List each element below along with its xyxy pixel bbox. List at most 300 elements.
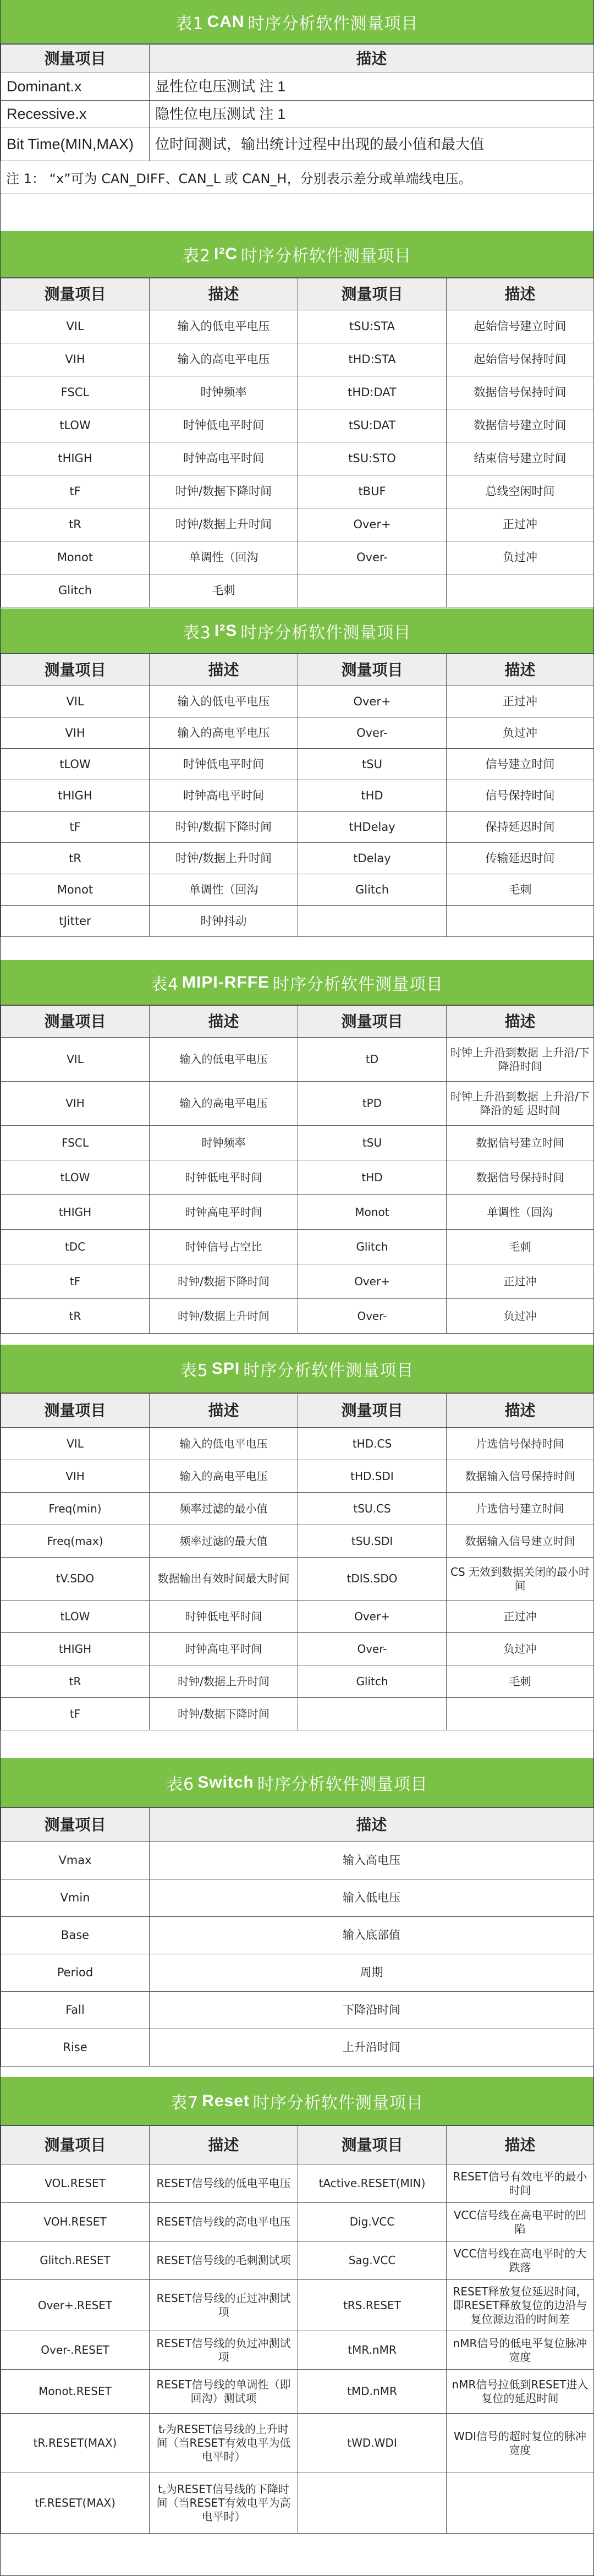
title-suffix: 时序分析软件测量项目 bbox=[248, 14, 419, 34]
description-cell: 数据信号建立时间 bbox=[447, 1126, 594, 1160]
table-row bbox=[1, 1525, 594, 1558]
item-cell: tF bbox=[1, 1698, 150, 1730]
header-item: 测量项目 bbox=[1, 1394, 150, 1428]
t4-title bbox=[1, 960, 593, 1005]
empty-cell bbox=[447, 906, 594, 937]
item-cell: tDIS.SDO bbox=[298, 1558, 447, 1601]
table-row bbox=[1, 475, 594, 508]
description-cell: 时钟高电平时间 bbox=[150, 1195, 298, 1230]
item-cell: Glitch.RESET bbox=[1, 2241, 150, 2280]
title-protocol: Reset bbox=[202, 2091, 250, 2110]
item-cell: Monot bbox=[1, 541, 150, 574]
header-item: 测量项目 bbox=[298, 654, 447, 686]
table-row bbox=[1, 1917, 594, 1954]
table-row bbox=[1, 2414, 594, 2473]
description-cell: 隐性位电压测试 注 1 bbox=[150, 101, 594, 128]
description-cell: 数据信号保持时间 bbox=[447, 1160, 594, 1195]
table-row bbox=[1, 101, 594, 128]
t3-title bbox=[1, 609, 593, 654]
description-cell: 时钟低电平时间 bbox=[150, 749, 298, 780]
item-cell: Over+.RESET bbox=[1, 2280, 150, 2331]
header-item: 测量项目 bbox=[298, 2126, 447, 2164]
item-cell: Fall bbox=[1, 1992, 150, 2029]
header-item: 测量项目 bbox=[298, 278, 447, 310]
item-cell: Over- bbox=[298, 541, 447, 574]
item-cell: tDC bbox=[1, 1230, 150, 1264]
item-cell: tHDelay bbox=[298, 812, 447, 843]
item-cell: tR bbox=[1, 508, 150, 541]
description-cell: 输入的低电平电压 bbox=[150, 1038, 298, 1082]
item-cell: tSU:DAT bbox=[298, 409, 447, 442]
item-cell: tSU:STO bbox=[298, 442, 447, 475]
t6-table bbox=[1, 1807, 594, 2067]
description-cell: 起始信号建立时间 bbox=[447, 310, 594, 343]
description-cell: RESET信号线的负过冲测试项 bbox=[150, 2331, 298, 2370]
title-suffix: 时序分析软件测量项目 bbox=[257, 1774, 428, 1794]
header-description: 描述 bbox=[150, 1808, 594, 1842]
t3-table bbox=[1, 654, 594, 937]
item-cell: tMD.nMR bbox=[298, 2370, 447, 2414]
item-cell: VIL bbox=[1, 686, 150, 717]
description-cell: 信号建立时间 bbox=[447, 749, 594, 780]
table-row bbox=[1, 442, 594, 475]
description-cell: 时钟/数据上升时间 bbox=[150, 508, 298, 541]
table-row bbox=[1, 2280, 594, 2331]
description-cell: 输入高电压 bbox=[150, 1842, 594, 1879]
table-row bbox=[1, 73, 594, 101]
description-cell: 单调性（回沟 bbox=[150, 541, 298, 574]
item-cell: tHIGH bbox=[1, 1195, 150, 1230]
description-cell: 负过冲 bbox=[447, 1633, 594, 1665]
header-description: 描述 bbox=[150, 278, 298, 310]
t7-title bbox=[1, 2077, 593, 2125]
description-cell: 时钟上升沿到数据 上升沿/下降沿时间 bbox=[447, 1038, 594, 1082]
empty-cell bbox=[298, 2473, 447, 2534]
table-row bbox=[1, 1038, 594, 1082]
item-cell: tR bbox=[1, 1299, 150, 1334]
title-protocol: I²C bbox=[214, 245, 238, 263]
table-row bbox=[1, 1428, 594, 1460]
item-cell: tD bbox=[298, 1038, 447, 1082]
item-cell: tDelay bbox=[298, 843, 447, 874]
table-row bbox=[1, 2370, 594, 2414]
item-cell: Dig.VCC bbox=[298, 2203, 447, 2241]
description-cell: 时钟抖动 bbox=[150, 906, 298, 937]
table-row bbox=[1, 128, 594, 161]
description-cell: VCC信号线在高电平时的凹陷 bbox=[447, 2203, 594, 2241]
title-prefix: 表3 bbox=[183, 623, 211, 643]
description-cell: RESET信号线的毛刺测试项 bbox=[150, 2241, 298, 2280]
item-cell: FSCL bbox=[1, 1126, 150, 1160]
item-cell: tPD bbox=[298, 1082, 447, 1126]
description-cell: 正过冲 bbox=[447, 1601, 594, 1633]
item-cell: tActive.RESET(MIN) bbox=[298, 2164, 447, 2203]
description-cell: 毛刺 bbox=[447, 874, 594, 906]
item-cell: tWD.WDI bbox=[298, 2414, 447, 2473]
item-cell: Dominant.x bbox=[1, 73, 150, 101]
description-cell: 时钟频率 bbox=[150, 1126, 298, 1160]
item-cell: tF.RESET(MAX) bbox=[1, 2473, 150, 2534]
table-row bbox=[1, 574, 594, 607]
description-cell: 毛刺 bbox=[447, 1230, 594, 1264]
t1-title bbox=[1, 0, 593, 44]
description-cell: tᵣ为RESET信号线的上升时间（当RESET有效电平为低电平时） bbox=[150, 2414, 298, 2473]
title-suffix: 时序分析软件测量项目 bbox=[273, 974, 444, 994]
item-cell: tLOW bbox=[1, 749, 150, 780]
item-cell: Monot bbox=[298, 1195, 447, 1230]
header-item: 测量项目 bbox=[1, 1006, 150, 1038]
description-cell: 时钟上升沿到数据 上升沿/下降沿的延 迟时间 bbox=[447, 1082, 594, 1126]
item-cell: Glitch bbox=[298, 874, 447, 906]
header-description: 描述 bbox=[150, 1006, 298, 1038]
item-cell: tF bbox=[1, 1264, 150, 1299]
table-row bbox=[1, 1082, 594, 1126]
table-row bbox=[1, 1665, 594, 1698]
item-cell: Vmin bbox=[1, 1879, 150, 1917]
t4-section bbox=[1, 960, 593, 1334]
description-cell: 正过冲 bbox=[447, 686, 594, 717]
title-prefix: 表4 bbox=[150, 974, 179, 994]
table-header-row bbox=[1, 2126, 594, 2164]
t2-title bbox=[1, 231, 593, 278]
item-cell: Bit Time(MIN,MAX) bbox=[1, 128, 150, 161]
description-cell: RESET信号线的高电平电压 bbox=[150, 2203, 298, 2241]
description-cell: 时钟高电平时间 bbox=[150, 442, 298, 475]
t5-section bbox=[1, 1345, 593, 1730]
table-row bbox=[1, 508, 594, 541]
table-row bbox=[1, 310, 594, 343]
header-item: 测量项目 bbox=[1, 278, 150, 310]
table-row bbox=[1, 1264, 594, 1299]
description-cell: 输入的低电平电压 bbox=[150, 686, 298, 717]
t7-section bbox=[1, 2077, 593, 2534]
description-cell: 输入的高电平电压 bbox=[150, 343, 298, 376]
header-item: 测量项目 bbox=[298, 1394, 447, 1428]
table-row bbox=[1, 541, 594, 574]
item-cell: Over- bbox=[298, 1299, 447, 1334]
description-cell: t꜀为RESET信号线的下降时间（当RESET有效电平为高电平时） bbox=[150, 2473, 298, 2534]
item-cell: Over+ bbox=[298, 1601, 447, 1633]
empty-cell bbox=[298, 906, 447, 937]
table-row bbox=[1, 1633, 594, 1665]
item-cell: Recessive.x bbox=[1, 101, 150, 128]
item-cell: VIL bbox=[1, 310, 150, 343]
description-cell: 正过冲 bbox=[447, 1264, 594, 1299]
description-cell: 输入底部值 bbox=[150, 1917, 594, 1954]
table-row bbox=[1, 1160, 594, 1195]
item-cell: Rise bbox=[1, 2029, 150, 2067]
description-cell: 周期 bbox=[150, 1954, 594, 1992]
item-cell: tHIGH bbox=[1, 780, 150, 812]
table-row bbox=[1, 1230, 594, 1264]
description-cell: 位时间测试，输出统计过程中出现的最小值和最大值 bbox=[150, 128, 594, 161]
description-cell: CS 无效到数据关闭的最小时间 bbox=[447, 1558, 594, 1601]
description-cell: 时钟高电平时间 bbox=[150, 1633, 298, 1665]
description-cell: 时钟/数据下降时间 bbox=[150, 1698, 298, 1730]
header-item: 测量项目 bbox=[298, 1006, 447, 1038]
table-row bbox=[1, 1460, 594, 1493]
description-cell: 总线空闲时间 bbox=[447, 475, 594, 508]
item-cell: Freq(min) bbox=[1, 1493, 150, 1525]
description-cell: 片选信号保持时间 bbox=[447, 1428, 594, 1460]
item-cell: VIH bbox=[1, 717, 150, 749]
description-cell: 时钟低电平时间 bbox=[150, 1601, 298, 1633]
t4-table bbox=[1, 1005, 594, 1334]
item-cell: Over+ bbox=[298, 686, 447, 717]
item-cell: Over+ bbox=[298, 508, 447, 541]
item-cell: Monot bbox=[1, 874, 150, 906]
item-cell: tR bbox=[1, 1665, 150, 1698]
item-cell: Monot.RESET bbox=[1, 2370, 150, 2414]
table-row bbox=[1, 2029, 594, 2067]
item-cell: tHD.CS bbox=[298, 1428, 447, 1460]
title-suffix: 时序分析软件测量项目 bbox=[240, 623, 411, 643]
description-cell: WDI信号的超时复位的脉冲宽度 bbox=[447, 2414, 594, 2473]
table-header-row bbox=[1, 1808, 594, 1842]
table-header-row bbox=[1, 1394, 594, 1428]
item-cell: tV.SDO bbox=[1, 1558, 150, 1601]
title-suffix: 时序分析软件测量项目 bbox=[252, 2093, 424, 2113]
description-cell: RESET信号线的低电平电压 bbox=[150, 2164, 298, 2203]
table-row bbox=[1, 1601, 594, 1633]
description-cell: 上升沿时间 bbox=[150, 2029, 594, 2067]
description-cell: 数据输入信号建立时间 bbox=[447, 1525, 594, 1558]
table-header-row bbox=[1, 654, 594, 686]
item-cell: VIH bbox=[1, 1082, 150, 1126]
description-cell: 起始信号保持时间 bbox=[447, 343, 594, 376]
item-cell: tLOW bbox=[1, 1601, 150, 1633]
description-cell: 输入的高电平电压 bbox=[150, 1082, 298, 1126]
description-cell: 输入的低电平电压 bbox=[150, 310, 298, 343]
header-description: 描述 bbox=[150, 2126, 298, 2164]
description-cell: 频率过滤的最大值 bbox=[150, 1525, 298, 1558]
description-cell: 传输延迟时间 bbox=[447, 843, 594, 874]
header-item: 测量项目 bbox=[1, 1808, 150, 1842]
item-cell: Base bbox=[1, 1917, 150, 1954]
item-cell: tHD bbox=[298, 780, 447, 812]
description-cell: 信号保持时间 bbox=[447, 780, 594, 812]
item-cell: Sag.VCC bbox=[298, 2241, 447, 2280]
item-cell: tSU.SDI bbox=[298, 1525, 447, 1558]
description-cell: 毛刺 bbox=[150, 574, 298, 607]
empty-cell bbox=[447, 1698, 594, 1730]
item-cell: tF bbox=[1, 812, 150, 843]
table-row bbox=[1, 1126, 594, 1160]
item-cell: Vmax bbox=[1, 1842, 150, 1879]
item-cell: Over- bbox=[298, 717, 447, 749]
item-cell: Glitch bbox=[298, 1230, 447, 1264]
item-cell: Glitch bbox=[1, 574, 150, 607]
t5-table bbox=[1, 1393, 594, 1730]
description-cell: 时钟/数据下降时间 bbox=[150, 475, 298, 508]
header-description: 描述 bbox=[447, 278, 594, 310]
item-cell: tHD bbox=[298, 1160, 447, 1195]
description-cell: 时钟频率 bbox=[150, 376, 298, 409]
t5-title bbox=[1, 1345, 593, 1393]
item-cell: VIH bbox=[1, 1460, 150, 1493]
description-cell: 负过冲 bbox=[447, 541, 594, 574]
item-cell: VOH.RESET bbox=[1, 2203, 150, 2241]
table-note: 注 1： “x”可为 CAN_DIFF、CAN_L 或 CAN_H，分别表示差分或单端线电压。 bbox=[1, 161, 593, 194]
item-cell: tHD.SDI bbox=[298, 1460, 447, 1493]
t2-table bbox=[1, 278, 594, 607]
description-cell: nMR信号的低电平复位脉冲宽度 bbox=[447, 2331, 594, 2370]
header-description: 描述 bbox=[150, 45, 594, 73]
table-row bbox=[1, 2203, 594, 2241]
header-description: 描述 bbox=[447, 2126, 594, 2164]
title-protocol: SPI bbox=[211, 1359, 240, 1378]
description-cell: 时钟/数据下降时间 bbox=[150, 812, 298, 843]
table-row bbox=[1, 2241, 594, 2280]
header-description: 描述 bbox=[447, 1394, 594, 1428]
t2-section bbox=[1, 231, 593, 607]
item-cell: tR bbox=[1, 843, 150, 874]
item-cell: tSU.CS bbox=[298, 1493, 447, 1525]
item-cell: tLOW bbox=[1, 409, 150, 442]
t1-section bbox=[1, 0, 593, 194]
t1-table bbox=[1, 44, 594, 161]
item-cell: tSU bbox=[298, 749, 447, 780]
table-row bbox=[1, 906, 594, 937]
table-row bbox=[1, 2473, 594, 2534]
description-cell: 片选信号建立时间 bbox=[447, 1493, 594, 1525]
description-cell: 结束信号建立时间 bbox=[447, 442, 594, 475]
header-description: 描述 bbox=[150, 654, 298, 686]
description-cell: 时钟低电平时间 bbox=[150, 1160, 298, 1195]
table-header-row bbox=[1, 1006, 594, 1038]
item-cell: Over-.RESET bbox=[1, 2331, 150, 2370]
description-cell: 时钟/数据上升时间 bbox=[150, 1299, 298, 1334]
description-cell: RESET信号线的单调性（即回沟）测试项 bbox=[150, 2370, 298, 2414]
title-protocol: MIPI-RFFE bbox=[182, 973, 270, 991]
table-row bbox=[1, 1879, 594, 1917]
description-cell: 单调性（回沟 bbox=[447, 1195, 594, 1230]
description-cell: 单调性（回沟 bbox=[150, 874, 298, 906]
table-row bbox=[1, 874, 594, 906]
item-cell: Over+ bbox=[298, 1264, 447, 1299]
item-cell: tHD:DAT bbox=[298, 376, 447, 409]
item-cell: VOL.RESET bbox=[1, 2164, 150, 2203]
description-cell: 数据信号保持时间 bbox=[447, 376, 594, 409]
title-suffix: 时序分析软件测量项目 bbox=[241, 246, 412, 266]
table-row bbox=[1, 812, 594, 843]
table-row bbox=[1, 409, 594, 442]
description-cell: 保持延迟时间 bbox=[447, 812, 594, 843]
description-cell: 负过冲 bbox=[447, 1299, 594, 1334]
title-suffix: 时序分析软件测量项目 bbox=[243, 1361, 414, 1380]
title-prefix: 表7 bbox=[170, 2093, 199, 2113]
table-row bbox=[1, 686, 594, 717]
empty-cell bbox=[298, 1698, 447, 1730]
item-cell: tLOW bbox=[1, 1160, 150, 1195]
table-row bbox=[1, 1558, 594, 1601]
title-protocol: CAN bbox=[207, 12, 245, 31]
item-cell: Glitch bbox=[298, 1665, 447, 1698]
description-cell: 输入低电压 bbox=[150, 1879, 594, 1917]
item-cell: Period bbox=[1, 1954, 150, 1992]
description-cell: VCC信号线在高电平时的大跌落 bbox=[447, 2241, 594, 2280]
header-item: 测量项目 bbox=[1, 45, 150, 73]
description-cell: 时钟高电平时间 bbox=[150, 780, 298, 812]
item-cell: FSCL bbox=[1, 376, 150, 409]
title-prefix: 表2 bbox=[182, 246, 211, 266]
item-cell: tHIGH bbox=[1, 442, 150, 475]
table-row bbox=[1, 717, 594, 749]
description-cell: 频率过滤的最小值 bbox=[150, 1493, 298, 1525]
description-cell: 时钟/数据上升时间 bbox=[150, 843, 298, 874]
table-row bbox=[1, 1992, 594, 2029]
item-cell: tBUF bbox=[298, 475, 447, 508]
item-cell: tJitter bbox=[1, 906, 150, 937]
item-cell: tMR.nMR bbox=[298, 2331, 447, 2370]
description-cell: 正过冲 bbox=[447, 508, 594, 541]
empty-cell bbox=[447, 2473, 594, 2534]
description-cell: 数据输出有效时间最大时间 bbox=[150, 1558, 298, 1601]
t6-title bbox=[1, 1758, 593, 1807]
table-row bbox=[1, 1842, 594, 1879]
item-cell: VIL bbox=[1, 1428, 150, 1460]
table-row bbox=[1, 2164, 594, 2203]
table-header-row bbox=[1, 45, 594, 73]
table-row bbox=[1, 780, 594, 812]
title-protocol: Switch bbox=[197, 1773, 254, 1791]
description-cell: 下降沿时间 bbox=[150, 1992, 594, 2029]
description-cell: RESET信号有效电平的最小时间 bbox=[447, 2164, 594, 2203]
title-prefix: 表1 bbox=[175, 14, 204, 34]
description-cell: 时钟信号占空比 bbox=[150, 1230, 298, 1264]
table-row bbox=[1, 1299, 594, 1334]
item-cell: Over- bbox=[298, 1633, 447, 1665]
header-description: 描述 bbox=[447, 654, 594, 686]
table-row bbox=[1, 2331, 594, 2370]
item-cell: Freq(max) bbox=[1, 1525, 150, 1558]
title-prefix: 表6 bbox=[166, 1774, 195, 1794]
description-cell: 毛刺 bbox=[447, 1665, 594, 1698]
table-row bbox=[1, 749, 594, 780]
table-row bbox=[1, 1195, 594, 1230]
empty-cell bbox=[298, 574, 447, 607]
header-description: 描述 bbox=[447, 1006, 594, 1038]
table-row bbox=[1, 343, 594, 376]
table-header-row bbox=[1, 278, 594, 310]
description-cell: 输入的低电平电压 bbox=[150, 1428, 298, 1460]
title-protocol: I²S bbox=[214, 621, 238, 640]
description-cell: 时钟/数据上升时间 bbox=[150, 1665, 298, 1698]
item-cell: tSU bbox=[298, 1126, 447, 1160]
description-cell: 数据输入信号保持时间 bbox=[447, 1460, 594, 1493]
t6-section bbox=[1, 1758, 593, 2067]
item-cell: tHD:STA bbox=[298, 343, 447, 376]
description-cell: 负过冲 bbox=[447, 717, 594, 749]
table-row bbox=[1, 843, 594, 874]
t3-section bbox=[1, 609, 593, 937]
item-cell: tHIGH bbox=[1, 1633, 150, 1665]
item-cell: tR.RESET(MAX) bbox=[1, 2414, 150, 2473]
table-row bbox=[1, 376, 594, 409]
description-cell: 显性位电压测试 注 1 bbox=[150, 73, 594, 101]
item-cell: VIH bbox=[1, 343, 150, 376]
item-cell: tF bbox=[1, 475, 150, 508]
item-cell: VIL bbox=[1, 1038, 150, 1082]
description-cell: 数据信号建立时间 bbox=[447, 409, 594, 442]
description-cell: nMR信号拉低到RESET进入复位的延迟时间 bbox=[447, 2370, 594, 2414]
t7-table bbox=[1, 2125, 594, 2534]
empty-cell bbox=[447, 574, 594, 607]
description-cell: RESET释放复位延迟时间，即RESET释放复位的边沿与复位源边沿的时间差 bbox=[447, 2280, 594, 2331]
description-cell: 时钟/数据下降时间 bbox=[150, 1264, 298, 1299]
header-item: 测量项目 bbox=[1, 2126, 150, 2164]
header-description: 描述 bbox=[150, 1394, 298, 1428]
